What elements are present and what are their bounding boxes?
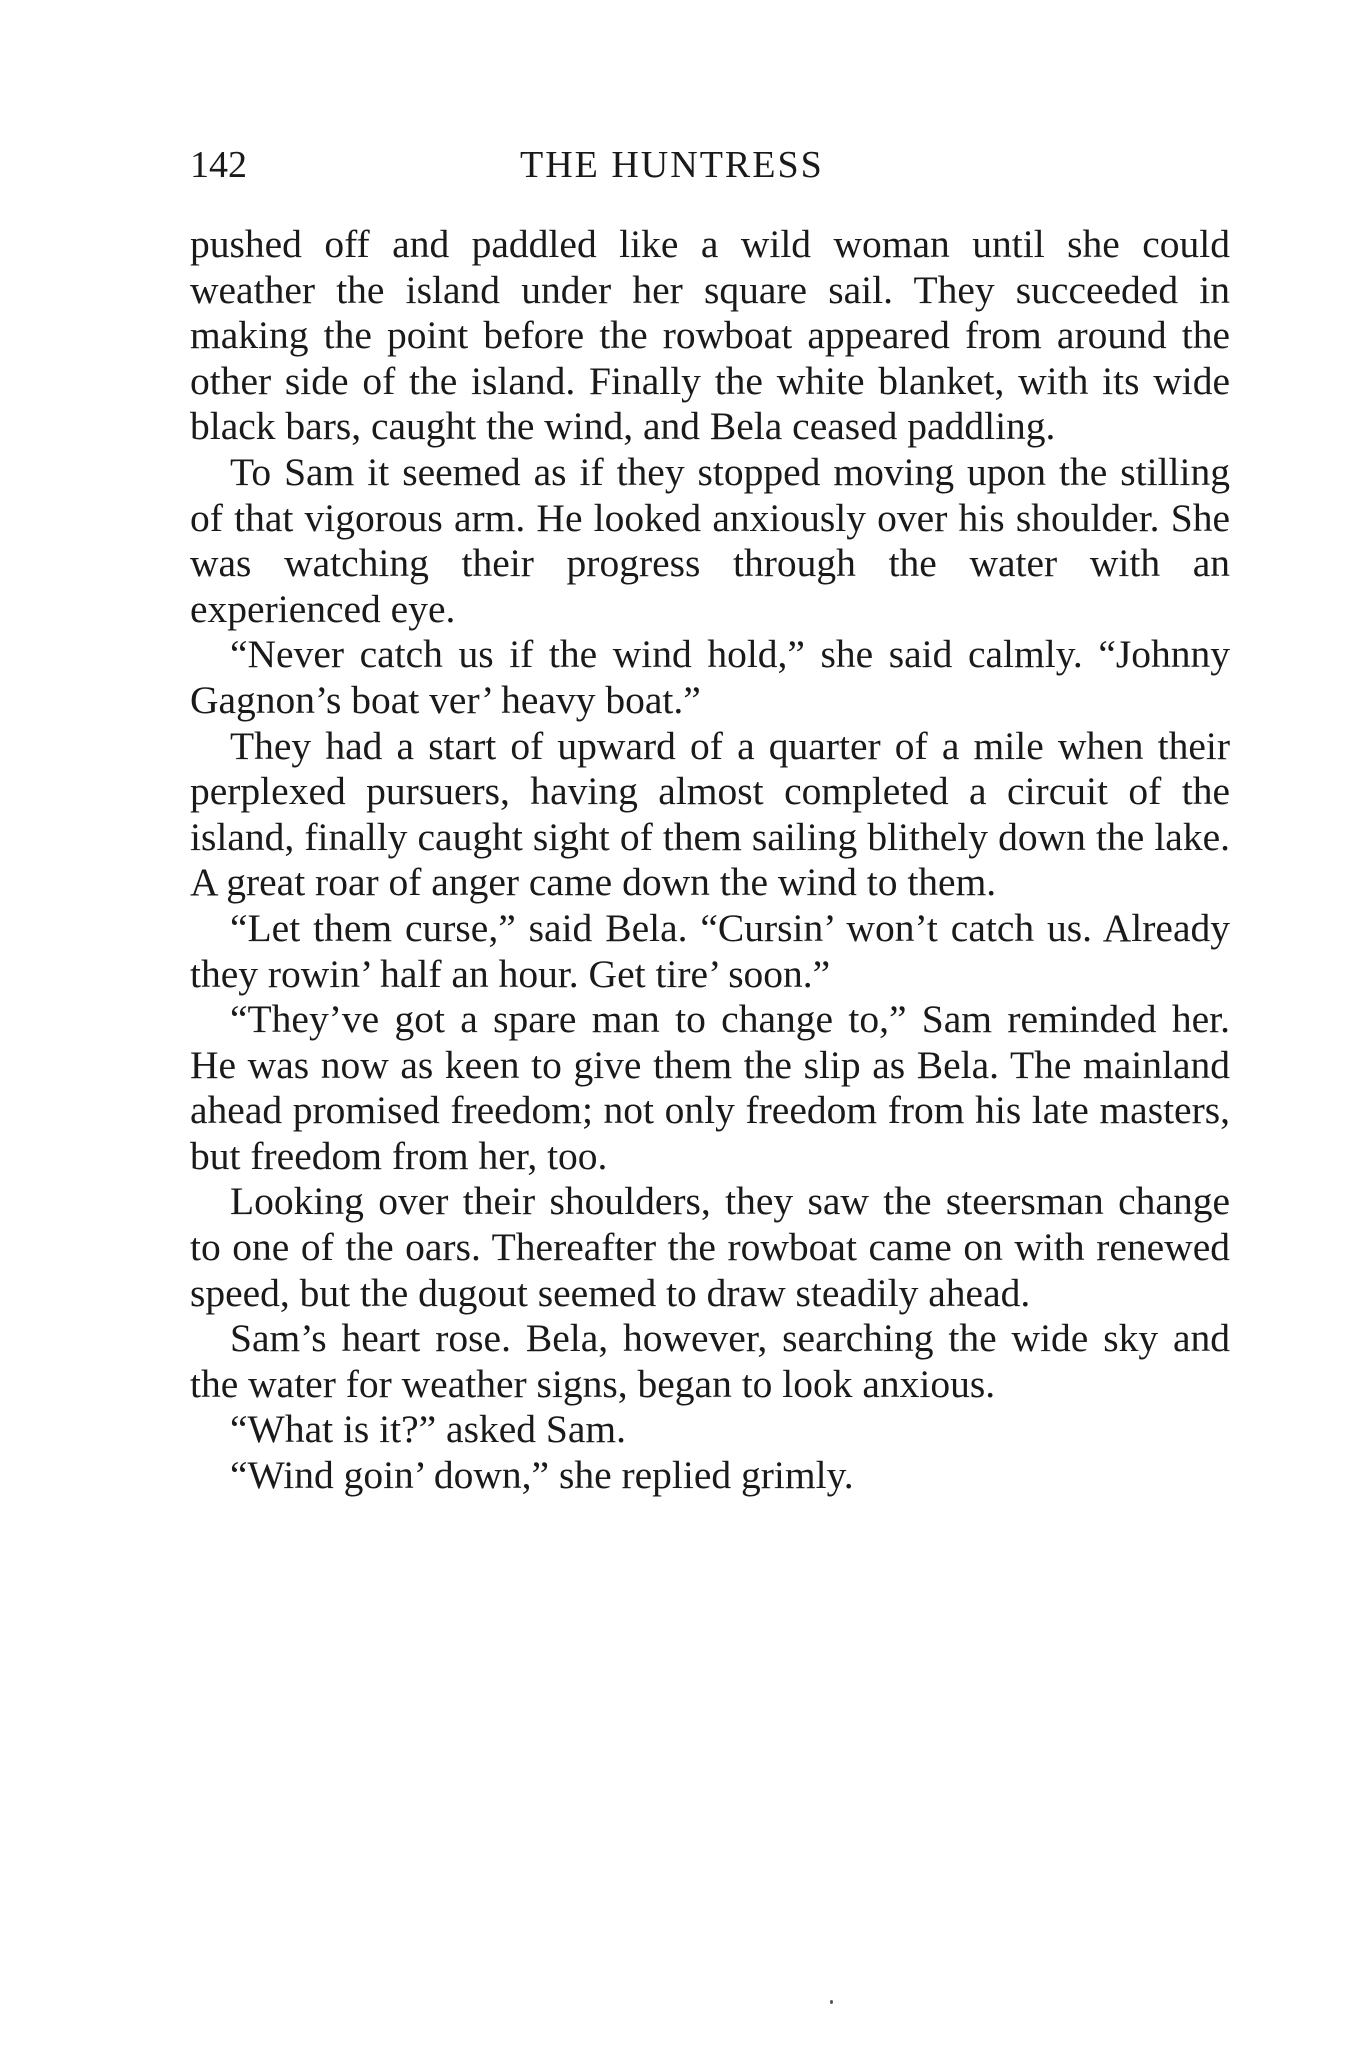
paragraph: “Never catch us if the wind hold,” she said calmly. “Johnny Gagnon’s boat ver’ heavy boat.”	[190, 632, 1230, 722]
paragraph: Sam’s heart rose. Bela, however, searching the wide sky and the water for weather signs, began to look anxious.	[190, 1316, 1230, 1406]
paragraph: pushed off and paddled like a wild woman until she could weather the island under her square sail. They succeeded in making the point before the rowboat appeared from around the other side of the island. Finally the white blanket, with its wide black bars, caught the wind, and Bela ceased paddling.	[190, 222, 1230, 449]
paragraph: “Wind goin’ down,” she replied grimly.	[230, 1453, 854, 1498]
paragraph: “What is it?” asked Sam.	[230, 1407, 626, 1452]
paragraph: They had a start of upward of a quarter of a mile when their perplexed pursuers, having almost completed a circuit of the island, finally caught sight of them sailing blithely down the lake. A great roar of anger came down the wind to them.	[190, 723, 1230, 905]
paragraph: Looking over their shoulders, they saw the steersman change to one of the oars. Thereafter the rowboat came on with renewed speed, but the dugout seemed to draw steadily ahead.	[190, 1179, 1230, 1315]
running-head	[190, 140, 1230, 190]
paragraph: To Sam it seemed as if they stopped moving upon the stilling of that vigorous arm. He looked anxiously over his shoulder. She was watching their progress through the water with an experienced eye.	[190, 449, 1230, 631]
page-number: 142	[190, 144, 247, 186]
body-text	[190, 222, 1230, 1499]
paragraph: “Let them curse,” said Bela. “Cursin’ won’t catch us. Already they rowin’ half an hour. Get tire’ soon.”	[190, 905, 1230, 996]
paragraph: “They’ve got a spare man to change to,” Sam reminded her. He was now as keen to give them the slip as Bela. The mainland ahead promised freedom; not only freedom from his late masters, but freedom from her, too.	[190, 997, 1230, 1178]
running-title: THE HUNTRESS	[520, 144, 824, 186]
print-speck	[830, 2000, 833, 2004]
